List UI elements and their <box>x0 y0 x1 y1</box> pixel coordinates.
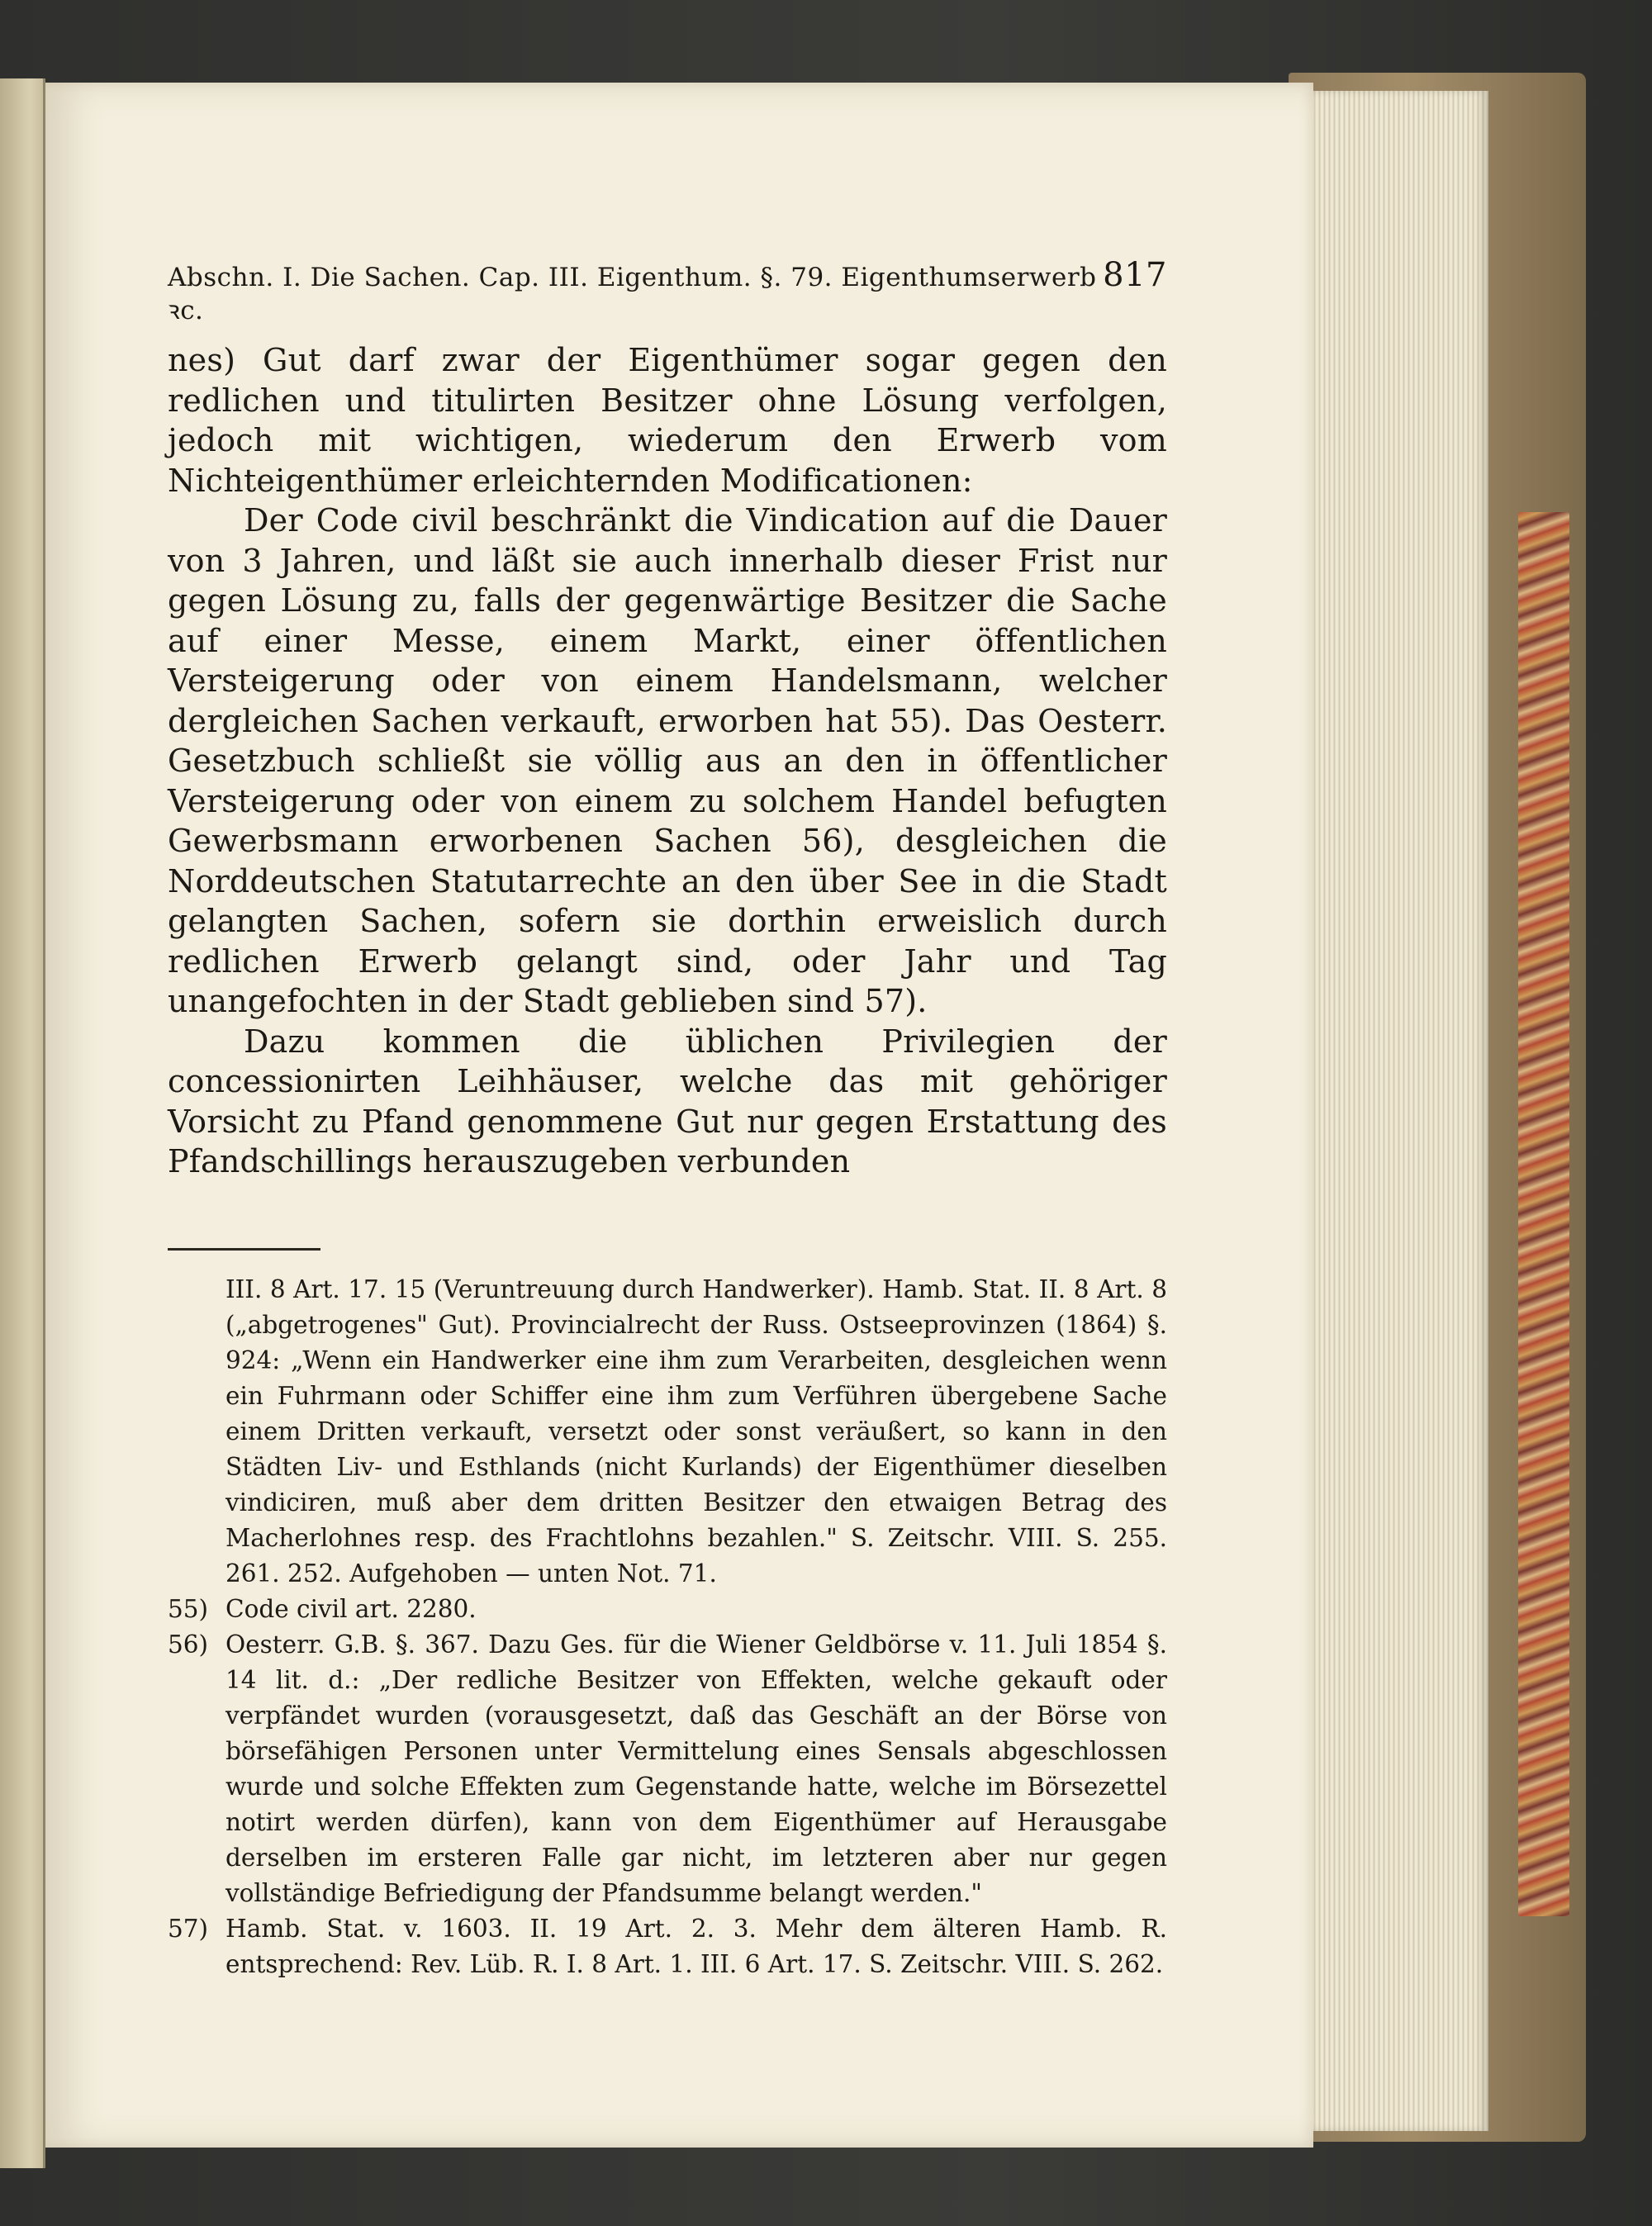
footnote <box>168 1627 1167 1911</box>
page-block-edges <box>1309 91 1488 2131</box>
facing-page-edge <box>0 78 45 2168</box>
footnote-text: Oesterr. G.B. §. 367. Dazu Ges. für die Wiener Geldbörse v. 11. Juli 1854 §. 14 lit. d.: „Der redliche Besitzer von Effekten, welche gekauft oder verpfändet wurden (vorausgesetzt, daß das Geschäft an der Börse von börsefähigen Personen unter Vermittelung eines Sensals abgeschlossen wurde und solche Effekten zum Gegenstande hatte, welche im Börsezettel notirt werden dürfen), kann von dem Eigenthümer auf Herausgabe derselben im ersteren Falle gar nicht, im letzteren aber nur gegen vollständige Befriedigung der Pfandsumme belangt werden." <box>225 1630 1167 1907</box>
running-head <box>168 256 1167 327</box>
footnote-text: Code civil art. 2280. <box>225 1594 477 1623</box>
paragraph: Dazu kommen die üblichen Privilegien der concessionirten Leihhäuser, welche das mit gehöriger Vorsicht zu Pfand genommene Gut nur gegen Erstattung des Pfandschillings herauszugeben verbunden <box>168 1023 1167 1179</box>
footnote-text: Hamb. Stat. v. 1603. II. 19 Art. 2. 3. Mehr dem älteren Hamb. R. entsprechend: Rev. Lüb. R. I. 8 Art. 1. III. 6 Art. 17. S. Zeitschr. VIII. S. 262. <box>225 1914 1167 1978</box>
book-page <box>45 83 1313 2148</box>
footnote-number: 56) <box>168 1630 209 1659</box>
marbled-edge <box>1518 512 1569 1916</box>
running-title: Abschn. I. Die Sachen. Cap. III. Eigenthum. §. 79. Eigenthumserwerb ꝛc. <box>168 263 1097 325</box>
paragraph: nes) Gut darf zwar der Eigenthümer sogar gegen den redlichen und titulirten Besitzer ohne Lösung verfolgen, jedoch mit wichtigen, wiederum den Erwerb vom Nichteigenthümer erleichternden Modificationen: <box>168 342 1167 499</box>
footnotes <box>168 1272 1167 1982</box>
body-text <box>168 340 1167 1182</box>
footnote-number: 57) <box>168 1914 209 1943</box>
footnote-number: 55) <box>168 1594 209 1623</box>
page-number: 817 <box>1103 256 1167 294</box>
footnote <box>168 1592 1167 1627</box>
footnote-divider <box>168 1248 320 1251</box>
footnote-continuation <box>168 1272 1167 1592</box>
footnote-text: III. 8 Art. 17. 15 (Veruntreuung durch Handwerker). Hamb. Stat. II. 8 Art. 8 („abgetrogenes" Gut). Provincialrecht der Russ. Ostseeprovinzen (1864) §. 924: „Wenn ein Handwerker eine ihm zum Verarbeiten, desgleichen wenn ein Fuhrmann oder Schiffer eine ihm zum Verführen übergebene Sache einem Dritten verkauft, versetzt oder sonst veräußert, so kann in den Städten Liv- und Esthlands (nicht Kurlands) der Eigenthümer dieselben vindiciren, muß aber dem dritten Besitzer den etwaigen Betrag des Macherlohnes resp. des Frachtlohns bezahlen." S. Zeitschr. VIII. S. 255. 261. 252. Aufgehoben — unten Not. 71. <box>225 1274 1167 1588</box>
footnote <box>168 1911 1167 1982</box>
paragraph: Der Code civil beschränkt die Vindication auf die Dauer von 3 Jahren, und läßt sie auch innerhalb dieser Frist nur gegen Lösung zu, falls der gegenwärtige Besitzer die Sache auf einer Messe, einem Markt, einer öffentlichen Versteigerung oder von einem Handelsmann, welcher dergleichen Sachen verkauft, erworben hat 55). Das Oesterr. Gesetzbuch schließt sie völlig aus an den in öffentlicher Versteigerung oder von einem zu solchem Handel befugten Gewerbsmann erworbenen Sachen 56), desgleichen die Norddeutschen Statutarrechte an den über See in die Stadt gelangten Sachen, sofern sie dorthin erweislich durch redlichen Erwerb gelangt sind, oder Jahr und Tag unangefochten in der Stadt geblieben sind 57). <box>168 502 1167 1019</box>
page-content <box>168 256 1167 1982</box>
